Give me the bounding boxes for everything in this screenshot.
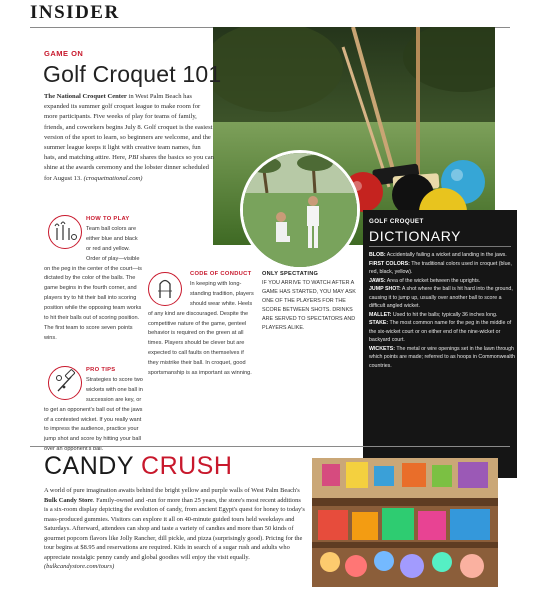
- pro-tips-column: [44, 366, 144, 455]
- section-divider: [30, 446, 510, 447]
- intro-lead: The National Croquet Center: [44, 93, 127, 100]
- dictionary-entry: FIRST COLORS: The traditional colors used in croquet (blue, red, black, yellow).: [369, 260, 512, 275]
- how-to-play-text: Team ball colors are either blue and black or red and yellow. Order of play—visible on the peg in the center of the court—is dictated by the color of the balls. The game begins in the fourth corner, and players try to hit their ball into scoring position while the opposing team works to hit their balls out of scoring position. The first team to score seven points wins.: [44, 225, 142, 341]
- intro-body: in West Palm Beach has expanded its summer golf croquet league to make room for more participants. Five weeks of play for teams of family, friends, and coworkers begins July 8. Golf croquet is the easiest version of the sport to learn, so beginners are welcome, and the summer league keeps it light with creative team names, fun hats, and matching attire. Here,: [44, 93, 213, 162]
- dictionary-entry: JUMP SHOT: A shot where the ball is hit hard into the ground, causing it to jump up, usually over another ball to score a difficult angled wicket.: [369, 286, 513, 309]
- dictionary-kicker: GOLF CROQUET: [369, 218, 424, 225]
- code-of-conduct-column: [148, 215, 254, 379]
- candy-store-name: Bulk Candy Store: [44, 496, 93, 504]
- only-spectating-block: [262, 271, 358, 333]
- only-spectating-title: ONLY SPECTATING: [262, 271, 319, 277]
- dictionary-entry: STAKE: The most common name for the peg in the middle of the six-wicket court or on either end of the nine-wicket or backyard court.: [369, 320, 512, 343]
- code-of-conduct-title: CODE OF CONDUCT: [190, 271, 252, 277]
- spacer: [148, 215, 254, 270]
- icon-spacer: [148, 270, 190, 308]
- dictionary-entry: MALLET: Used to hit the balls; typically 36 inches long.: [369, 311, 498, 318]
- section-masthead: INSIDER: [30, 2, 120, 23]
- candy-body-2: . Family-owned and -run for more than 25 years, the store's most recent additions is a six-room display depicting the evolution of candy, from ancient Egypt's quest for honey to today's mass-produced gummies. Visitors can explore it all on 40-minute guided tours held weekdays and Saturdays. Afterward, attendees can shop and taste a variety of candies and more than 50 kinds of gourmet popcorn flavors like Jolly Rancher, dill pickle, and pizza (surprisingly good). Pricing for the tour begins at $8.95 and reservations are required. Kids in search of a sugar rush and adults who appreciate nostalgic penny candy and global goodies will enjoy the visit equally.: [44, 496, 305, 561]
- dictionary-entry: WICKETS: The metal or wire openings set in the lawn through which points are made; referred to as hoops in Commonwealth countries.: [369, 345, 515, 369]
- code-of-conduct-text: In keeping with long-standing tradition, players should wear white. Heels of any kind are discouraged. Despite the competitive nature of the game, genteel behavior is required on the green at all times. Players should be clever but are expected to call faults on themselves if they mistrike their ball. In croquet, good sportsmanship is as important as winning.: [148, 280, 254, 377]
- dictionary-divider: [369, 246, 511, 247]
- intro-pbi: PBI: [128, 154, 139, 162]
- candy-headline-word-1: CANDY: [44, 452, 134, 480]
- candy-headline: [44, 452, 232, 481]
- candy-store-photo: [312, 458, 498, 587]
- candy-body-1: A world of pure imagination awaits behind the bright yellow and purple walls of West Palm Beach's: [44, 487, 300, 494]
- candy-body: [44, 486, 306, 572]
- intro-link[interactable]: (croquetnational.com): [83, 174, 143, 182]
- candy-headline-word-2: CRUSH: [141, 452, 233, 480]
- intro-body-2: shares the basics so you can shine at the awards ceremony and the lobster dinner scheduled for August 13.: [44, 154, 214, 182]
- croquet-intro: [44, 92, 214, 184]
- players-photo: [240, 150, 360, 270]
- dictionary-entries: [369, 251, 515, 370]
- icon-spacer: [44, 366, 86, 404]
- croquet-headline: Golf Croquet 101: [43, 61, 222, 87]
- how-to-play-title: HOW TO PLAY: [86, 216, 130, 222]
- only-spectating-text: IF YOU ARRIVE TO WATCH AFTER A GAME HAS STARTED, YOU MAY ASK ONE OF THE PLAYERS FOR THE SCORE BETWEEN SHOTS. DRINKS ARE SERVED TO SPECTATORS AND PLAYERS ALIKE.: [262, 280, 356, 331]
- pro-tips-text: Strategies to score two wickets with one ball in succession are key, or to get an opponent's ball out of the jaws of a contested wicket. If you really want to impress the audience, practice your jump shot and score by hitting your ball over an opponent's ball.: [44, 376, 143, 453]
- pro-tips-title: PRO TIPS: [86, 367, 116, 373]
- icon-spacer: [44, 215, 86, 255]
- how-to-play-column: [44, 215, 144, 344]
- dictionary-entry: JAWS: Area of the wicket between the uprights.: [369, 277, 481, 284]
- dictionary-title: DICTIONARY: [369, 228, 462, 244]
- dictionary-entry: BLOB: Accidentally failing a wicket and landing in the jaws.: [369, 252, 507, 258]
- candy-link[interactable]: (bulkcandystore.com/tours): [44, 563, 115, 570]
- croquet-kicker: GAME ON: [44, 49, 84, 58]
